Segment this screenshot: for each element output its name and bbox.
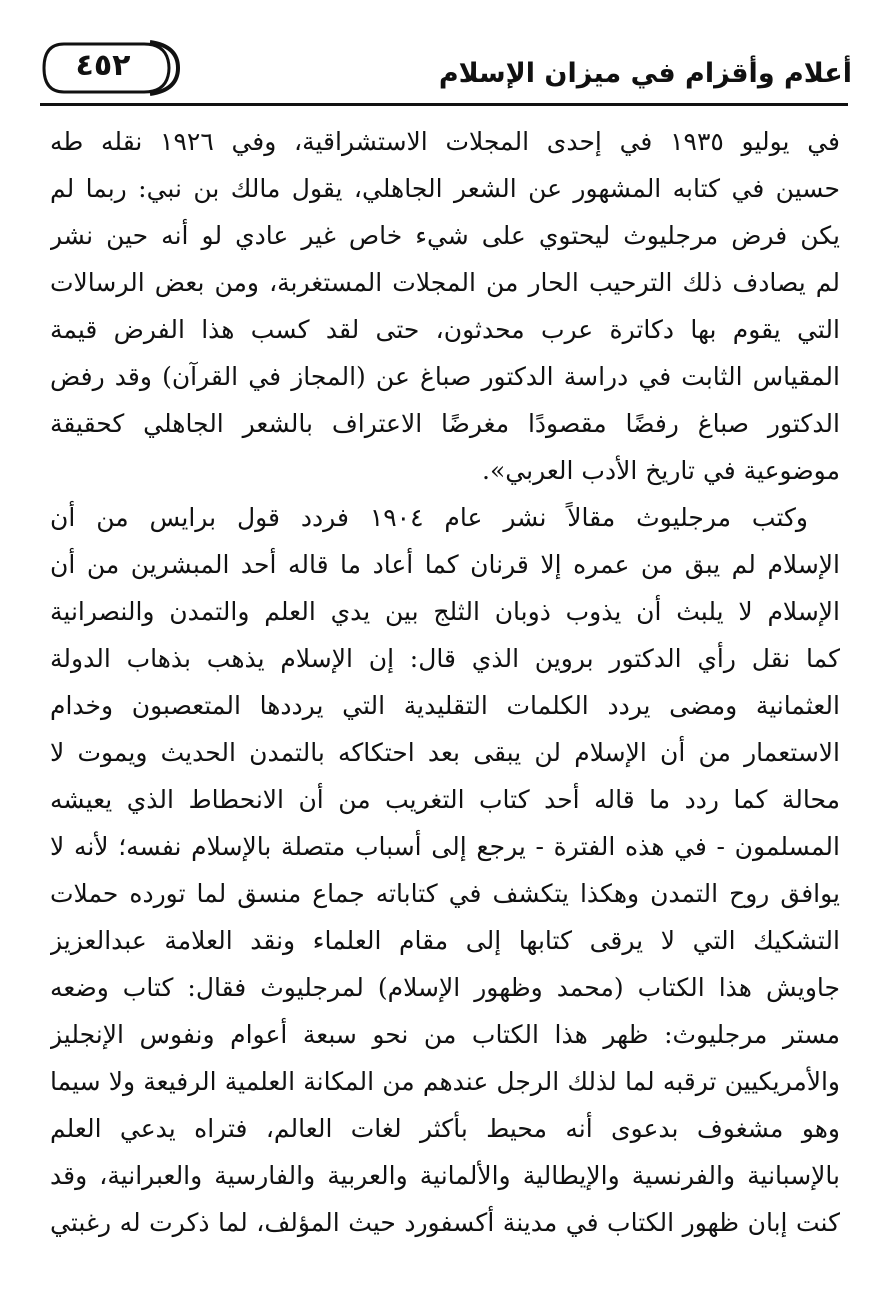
- text-line: محالة كما ردد ما قاله أحد كتاب التغريب من أن الانحطاط الذي يعيشه: [50, 785, 840, 814]
- page-number: ٤٥٢: [75, 48, 131, 83]
- text-line: التي يقوم بها دكاترة عرب محدثون، حتى لقد كسب هذا الفرض قيمة: [50, 315, 840, 344]
- text-line: المسلمون - في هذه الفترة - يرجع إلى أسباب متصلة بالإسلام نفسه؛ لأنه لا: [50, 832, 840, 861]
- text-line: يوافق روح التمدن وهكذا يتكشف في كتاباته جماع منسق لما تورده حملات: [50, 879, 840, 908]
- running-title: أعلام وأقزام في ميزان الإسلام: [438, 58, 852, 89]
- text-line: المقياس الثابت في دراسة الدكتور صباغ عن (المجاز في القرآن) وقد رفض: [50, 362, 840, 391]
- text-line: الإسلام لم يبق من عمره إلا قرنان كما أعاد ما قاله أحد المبشرين من أن: [50, 550, 840, 579]
- text-line: مستر مرجليوث: ظهر هذا الكتاب من نحو سبعة أعوام ونفوس الإنجليز: [50, 1020, 840, 1049]
- page-number-frame: [40, 40, 180, 92]
- page-header: [40, 40, 852, 102]
- text-line: لم يصادف ذلك الترحيب الحار من المجلات المستغربة، ومن بعض الرسالات: [50, 268, 840, 297]
- header-divider: [40, 103, 848, 106]
- text-line: جاويش هذا الكتاب (محمد وظهور الإسلام) لمرجليوث فقال: كتاب وضعه: [50, 973, 840, 1002]
- paragraph-start-line: وكتب مرجليوث مقالاً نشر عام ١٩٠٤ فردد قول برايس من أن: [50, 503, 808, 532]
- text-line: موضوعية في تاريخ الأدب العربي».: [482, 456, 840, 485]
- text-line: العثمانية ومضى يردد الكلمات التقليدية التي يرددها المتعصبون وخدام: [50, 691, 840, 720]
- text-line: كما نقل رأي الدكتور بروين الذي قال: إن الإسلام يذهب بذهاب الدولة: [50, 644, 840, 673]
- text-line: وهو مشغوف بدعوى أنه محيط بأكثر لغات العالم، فتراه يدعي العلم: [50, 1114, 840, 1143]
- text-line: بالإسبانية والفرنسية والإيطالية والألمانية والعربية والفارسية والعبرانية، وقد: [50, 1161, 840, 1190]
- text-line: كنت إبان ظهور الكتاب في مدينة أكسفورد حيث المؤلف، لما ذكرت له رغبتي: [50, 1208, 840, 1237]
- text-line: في يوليو ١٩٣٥ في إحدى المجلات الاستشراقية، وفي ١٩٢٦ نقله طه: [50, 127, 840, 156]
- text-line: الاستعمار من أن الإسلام لن يبقى بعد احتكاكه بالتمدن الحديث ويموت لا: [50, 738, 840, 767]
- text-line: الإسلام لا يلبث أن يذوب ذوبان الثلج بين يدي العلم والتمدن والنصرانية: [50, 597, 840, 626]
- text-line: التشكيك التي لا يرقى كتابها إلى مقام العلماء ونقد العلامة عبدالعزيز: [50, 926, 840, 955]
- text-line: الدكتور صباغ رفضًا مقصودًا مغرضًا الاعتراف بالشعر الجاهلي كحقيقة: [50, 409, 840, 438]
- body-text: [50, 118, 840, 1246]
- text-line: حسين في كتابه المشهور عن الشعر الجاهلي، يقول مالك بن نبي: ربما لم: [50, 174, 840, 203]
- text-line: والأمريكيين ترقبه لما لذلك الرجل عندهم من المكانة العلمية الرفيعة ولا سيما: [50, 1067, 840, 1096]
- text-line: يكن فرض مرجليوث ليحتوي على شيء خاص غير عادي لو أنه حين نشر: [50, 221, 840, 250]
